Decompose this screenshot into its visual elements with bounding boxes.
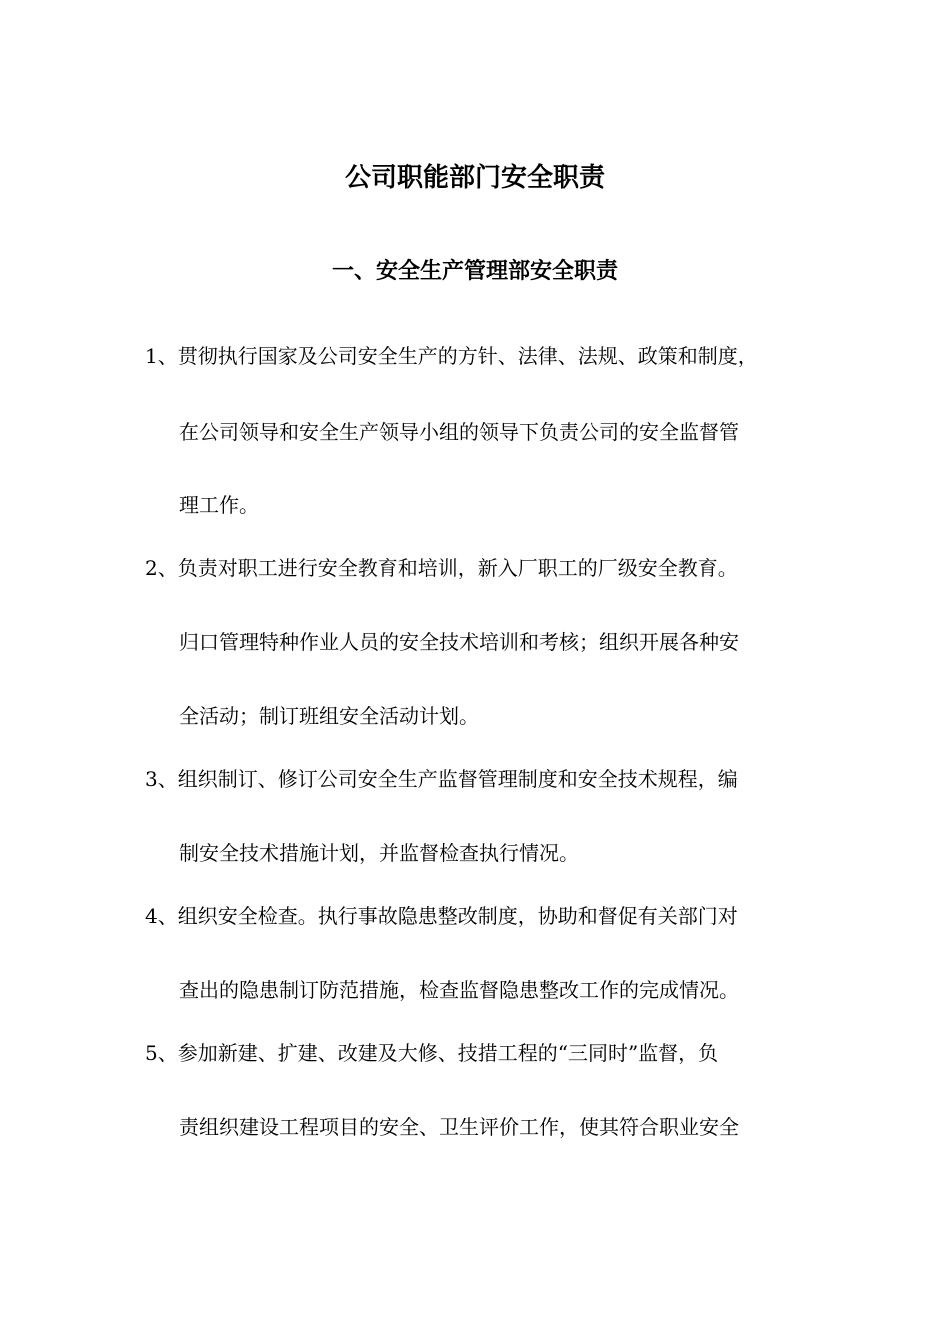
item-1-line-1: 1、贯彻执行国家及公司安全生产的方针、法律、法规、政策和制度， bbox=[145, 344, 758, 368]
section-heading: 一、安全生产管理部安全职责 bbox=[331, 259, 618, 284]
item-2-line-2: 归口管理特种作业人员的安全技术培训和考核；组织开展各种安 bbox=[179, 630, 739, 654]
item-2-line-3: 全活动；制订班组安全活动计划。 bbox=[179, 704, 479, 728]
item-1-line-2: 在公司领导和安全生产领导小组的领导下负责公司的安全监督管 bbox=[179, 420, 739, 444]
page-title: 公司职能部门安全职责 bbox=[344, 163, 605, 193]
item-5-line-2: 责组织建设工程项目的安全、卫生评价工作，使其符合职业安全 bbox=[179, 1115, 739, 1139]
item-4-line-1: 4、组织安全检查。执行事故隐患整改制度，协助和督促有关部门对 bbox=[145, 904, 738, 928]
item-2-line-1: 2、负责对职工进行安全教育和培训，新入厂职工的厂级安全教育。 bbox=[145, 556, 738, 580]
item-3-line-2: 制安全技术措施计划，并监督检查执行情况。 bbox=[179, 841, 579, 865]
item-1-line-3: 理工作。 bbox=[179, 493, 259, 517]
item-3-line-1: 3、组织制订、修订公司安全生产监督管理制度和安全技术规程，编 bbox=[145, 767, 738, 791]
item-4-line-2: 查出的隐患制订防范措施，检查监督隐患整改工作的完成情况。 bbox=[179, 978, 739, 1002]
item-5-line-1: 5、参加新建、扩建、改建及大修、技措工程的“三同时”监督，负 bbox=[145, 1041, 719, 1065]
